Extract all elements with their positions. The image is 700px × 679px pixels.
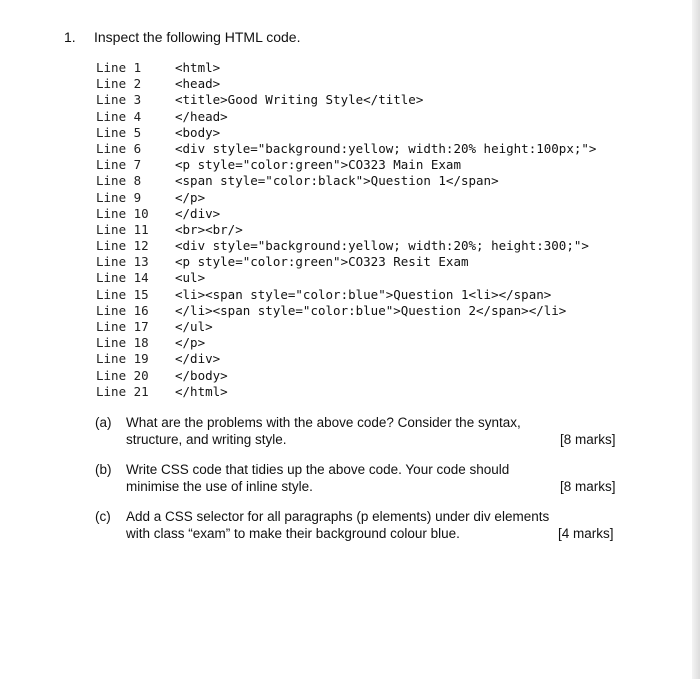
code-text: </ul>: [175, 319, 213, 334]
line-number: Line 8: [96, 173, 142, 189]
question-number: 1.: [64, 29, 76, 45]
page-edge-shadow: [692, 0, 700, 679]
code-text: </li><span style="color:blue">Question 2</span></li>: [175, 302, 567, 318]
line-number: Line 13: [96, 254, 149, 270]
line-number: Line 17: [96, 319, 149, 334]
code-text: </head>: [175, 108, 228, 124]
part-text: Add a CSS selector for all paragraphs (p elements) under div elements with class “exam” to make their background colour blue.: [126, 509, 550, 541]
code-text: <li><span style="color:blue">Question 1<li></span>: [175, 286, 552, 302]
line-number: Line 4: [96, 108, 142, 124]
code-text: <p style="color:green">CO323 Resit Exam: [175, 254, 469, 270]
code-text: <span style="color:black">Question 1</span>: [175, 173, 499, 189]
code-text: <div style="background:yellow; width:20% height:100px;">: [175, 140, 597, 156]
code-text: <br><br/>: [175, 221, 243, 237]
line-number: Line 9: [96, 189, 142, 205]
code-text: </div>: [175, 205, 221, 221]
code-text: </html>: [175, 383, 228, 399]
line-number: Line 3: [96, 92, 142, 108]
line-number: Line 19: [96, 351, 149, 367]
line-number: Line 1: [96, 60, 142, 75]
code-text: <div style="background:yellow; width:20%; height:300;">: [175, 238, 589, 254]
code-text: <html>: [175, 60, 221, 75]
line-number: Line 16: [96, 302, 149, 318]
line-number: Line 11: [96, 221, 149, 237]
part-label: (a): [95, 415, 112, 430]
line-number: Line 10: [96, 205, 149, 221]
part-label: (b): [95, 462, 112, 477]
line-number: Line 5: [96, 124, 142, 140]
code-text: <head>: [175, 76, 221, 92]
question-title: Inspect the following HTML code.: [94, 29, 301, 45]
code-text: <body>: [175, 124, 221, 140]
code-text: <ul>: [175, 270, 206, 286]
line-number: Line 7: [96, 157, 142, 173]
code-text: <p style="color:green">CO323 Main Exam: [175, 157, 461, 173]
part-c-marks: [4 marks]: [558, 526, 614, 541]
line-number: Line 2: [96, 76, 142, 92]
line-number: Line 6: [96, 140, 142, 156]
code-text: </body>: [175, 367, 228, 383]
code-text: </p>: [175, 335, 206, 351]
part-a-marks: [8 marks]: [560, 432, 616, 447]
line-number: Line 21: [96, 383, 149, 399]
line-number: Line 18: [96, 335, 149, 351]
line-number: Line 15: [96, 286, 149, 302]
line-number: Line 20: [96, 367, 149, 383]
line-number: Line 12: [96, 238, 149, 254]
code-text: </p>: [175, 189, 206, 205]
line-number: Line 14: [96, 270, 149, 286]
part-b-marks: [8 marks]: [560, 479, 616, 494]
code-text: <title>Good Writing Style</title>: [175, 92, 424, 108]
code-text: </div>: [175, 351, 221, 367]
part-text: Write CSS code that tidies up the above code. Your code should minimise the use of inline style.: [126, 462, 510, 494]
part-label: (c): [95, 509, 111, 524]
part-text: What are the problems with the above code? Consider the syntax, structure, and writing style.: [126, 415, 521, 447]
